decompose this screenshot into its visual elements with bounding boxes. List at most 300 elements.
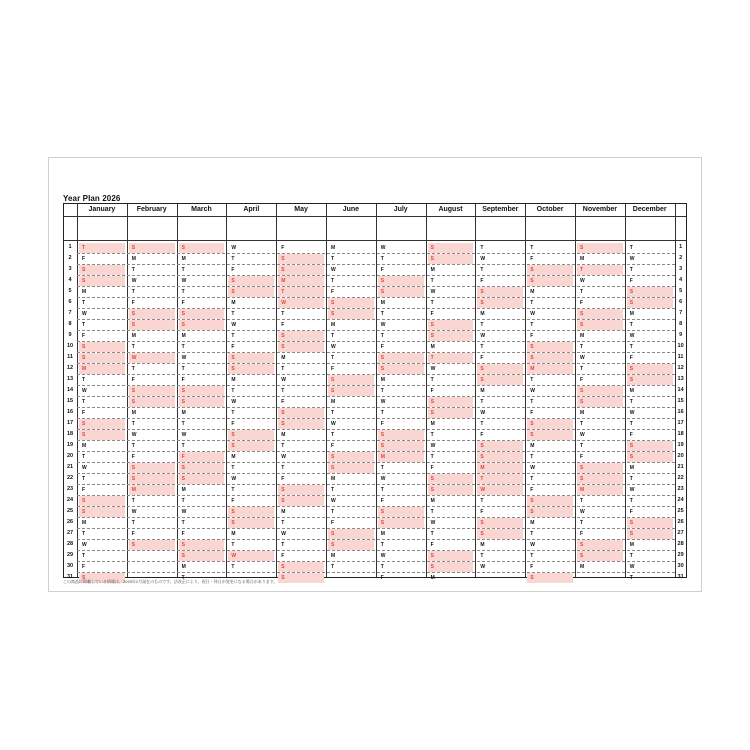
day-cell: F: [131, 299, 135, 306]
day-cell: F: [629, 354, 633, 361]
day-cell: M: [131, 409, 136, 416]
day-cell: F: [231, 343, 235, 350]
day-cell: W: [380, 244, 386, 251]
day-cell: F: [181, 376, 185, 383]
day-cell: M: [181, 409, 186, 416]
day-cell: F: [231, 266, 235, 273]
day-cell: W: [131, 508, 137, 515]
column-divider: [127, 204, 128, 577]
day-number-right: 26: [677, 519, 684, 525]
day-cell: M: [480, 310, 485, 317]
day-cell: S: [129, 320, 175, 330]
day-cell: T: [82, 321, 86, 328]
day-cell: S: [278, 573, 324, 583]
day-cell: F: [530, 409, 534, 416]
day-cell: S: [527, 342, 573, 352]
day-cell: T: [629, 475, 633, 482]
day-cell: S: [577, 386, 623, 396]
day-cell: S: [627, 452, 673, 462]
day-cell: S: [278, 331, 324, 341]
day-cell: S: [577, 309, 623, 319]
day-number-left: 28: [66, 541, 74, 547]
day-number-left: 7: [68, 310, 72, 316]
day-number-right: 27: [677, 530, 684, 536]
day-cell: M: [231, 530, 236, 537]
day-cell: S: [477, 441, 523, 451]
day-cell: S: [228, 364, 274, 374]
day-cell: M: [278, 276, 324, 286]
day-cell: S: [129, 397, 175, 407]
day-cell: S: [328, 463, 374, 473]
day-cell: S: [527, 430, 573, 440]
day-number-left: 20: [66, 453, 74, 459]
day-cell: W: [580, 431, 585, 438]
day-cell: F: [380, 574, 384, 581]
day-number-right: 12: [677, 365, 684, 371]
day-cell: T: [131, 519, 135, 526]
day-cell: W: [380, 552, 386, 559]
day-number-left: 27: [66, 530, 74, 536]
day-cell: S: [79, 507, 125, 517]
column-divider: [625, 204, 626, 577]
day-cell: M: [480, 387, 485, 394]
day-cell: T: [231, 332, 235, 339]
day-number-left: 25: [66, 508, 74, 514]
day-cell: W: [430, 365, 436, 372]
day-number-left: 12: [66, 365, 74, 371]
day-cell: F: [181, 299, 185, 306]
day-number-left: 8: [68, 321, 72, 327]
day-cell: T: [629, 497, 633, 504]
day-cell: F: [380, 420, 384, 427]
day-cell: F: [331, 365, 335, 372]
day-number-left: 30: [66, 563, 74, 569]
day-cell: F: [580, 376, 584, 383]
day-number-left: 18: [66, 431, 74, 437]
day-cell: M: [331, 321, 336, 328]
day-cell: M: [82, 519, 87, 526]
day-number-left: 2: [68, 255, 72, 261]
day-cell: S: [129, 309, 175, 319]
month-header: November: [582, 206, 618, 213]
day-number-right: 29: [677, 552, 684, 558]
day-cell: S: [577, 397, 623, 407]
day-cell: W: [629, 486, 635, 493]
day-cell: W: [82, 310, 87, 317]
day-cell: S: [179, 463, 225, 473]
day-cell: T: [281, 519, 285, 526]
day-cell: T: [131, 288, 135, 295]
day-number-right: 25: [677, 508, 684, 514]
day-cell: F: [380, 343, 384, 350]
day-cell: M: [131, 255, 136, 262]
day-number-left: 11: [67, 354, 73, 360]
day-cell: F: [82, 409, 86, 416]
day-cell: W: [480, 563, 486, 570]
day-cell: F: [281, 398, 285, 405]
day-cell: W: [580, 277, 585, 284]
day-cell: W: [82, 387, 87, 394]
day-number-right: 5: [679, 288, 683, 294]
day-cell: S: [477, 287, 523, 297]
day-cell: T: [82, 398, 86, 405]
day-number-left: 23: [66, 486, 74, 492]
day-cell: W: [629, 409, 635, 416]
day-cell: T: [181, 343, 185, 350]
day-cell: T: [331, 409, 335, 416]
year-calendar-grid: [63, 203, 687, 581]
day-cell: W: [181, 431, 187, 438]
day-cell: S: [527, 265, 573, 275]
day-cell: T: [480, 398, 484, 405]
day-cell: T: [428, 353, 474, 363]
day-number-left: 1: [68, 244, 72, 250]
day-number-right: 28: [677, 541, 684, 547]
day-cell: S: [179, 540, 225, 550]
day-cell: F: [480, 431, 484, 438]
day-cell: T: [480, 321, 484, 328]
day-cell: S: [428, 331, 474, 341]
day-number-right: 3: [679, 266, 683, 272]
column-divider: [575, 204, 576, 577]
day-cell: T: [79, 243, 125, 253]
day-cell: S: [378, 507, 424, 517]
day-number-right: 15: [677, 398, 684, 404]
day-cell: F: [430, 541, 434, 548]
day-cell: T: [82, 299, 86, 306]
day-cell: M: [430, 420, 435, 427]
day-cell: F: [480, 277, 484, 284]
day-cell: W: [629, 563, 635, 570]
day-cell: S: [328, 529, 374, 539]
day-cell: S: [627, 287, 673, 297]
day-cell: S: [627, 529, 673, 539]
day-number-right: 1: [679, 244, 683, 250]
day-cell: M: [281, 431, 286, 438]
day-cell: M: [129, 485, 175, 495]
day-number-right: 19: [677, 442, 684, 448]
day-cell: T: [131, 343, 135, 350]
day-cell: M: [82, 442, 87, 449]
day-cell: M: [527, 364, 573, 374]
day-cell: S: [378, 276, 424, 286]
column-divider: [226, 204, 227, 577]
month-header: April: [243, 206, 260, 213]
day-number-right: 20: [677, 453, 684, 459]
day-cell: T: [331, 563, 335, 570]
day-cell: T: [629, 552, 633, 559]
day-cell: T: [380, 541, 384, 548]
month-header: October: [536, 206, 564, 213]
day-cell: S: [79, 353, 125, 363]
day-cell: F: [181, 530, 185, 537]
day-cell: T: [231, 310, 235, 317]
day-cell: T: [231, 387, 235, 394]
day-number-right: 6: [679, 299, 683, 305]
day-cell: W: [181, 508, 187, 515]
day-cell: W: [629, 332, 635, 339]
day-cell: T: [331, 277, 335, 284]
day-cell: T: [480, 552, 484, 559]
day-number-right: 13: [677, 376, 684, 382]
day-cell: T: [530, 453, 534, 460]
day-cell: M: [231, 453, 236, 460]
day-cell: M: [629, 310, 634, 317]
day-cell: S: [378, 518, 424, 528]
day-cell: S: [129, 386, 175, 396]
day-cell: T: [577, 265, 623, 275]
day-cell: S: [278, 419, 324, 429]
day-cell: F: [281, 321, 285, 328]
day-cell: S: [577, 551, 623, 561]
day-cell: F: [331, 442, 335, 449]
day-cell: S: [428, 408, 474, 418]
day-cell: M: [580, 332, 585, 339]
day-cell: T: [181, 497, 185, 504]
day-cell: T: [380, 409, 384, 416]
day-cell: T: [580, 519, 584, 526]
day-cell: W: [480, 332, 486, 339]
day-cell: T: [629, 266, 633, 273]
day-cell: T: [629, 321, 633, 328]
day-cell: F: [82, 563, 86, 570]
day-cell: S: [228, 518, 274, 528]
day-cell: T: [181, 420, 185, 427]
month-header: May: [294, 206, 308, 213]
day-cell: S: [527, 419, 573, 429]
day-cell: M: [430, 574, 435, 581]
day-cell: W: [231, 321, 237, 328]
day-cell: M: [580, 409, 585, 416]
day-cell: F: [131, 376, 135, 383]
day-cell: T: [430, 277, 434, 284]
day-number-right: 31: [677, 574, 684, 580]
day-number-left: 9: [68, 332, 72, 338]
column-divider: [426, 204, 427, 577]
day-cell: T: [530, 299, 534, 306]
day-cell: S: [278, 485, 324, 495]
day-cell: T: [281, 365, 285, 372]
day-cell: F: [331, 288, 335, 295]
day-cell: T: [480, 420, 484, 427]
month-header: March: [191, 206, 212, 213]
day-cell: W: [331, 343, 336, 350]
day-cell: S: [477, 529, 523, 539]
day-cell: T: [231, 255, 235, 262]
day-cell: T: [380, 486, 384, 493]
day-cell: T: [480, 497, 484, 504]
day-cell: W: [331, 497, 336, 504]
day-cell: S: [428, 397, 474, 407]
day-cell: T: [131, 365, 135, 372]
day-cell: T: [131, 497, 135, 504]
day-cell: T: [477, 474, 523, 484]
day-cell: S: [179, 397, 225, 407]
day-cell: S: [328, 452, 374, 462]
day-cell: F: [629, 431, 633, 438]
day-cell: W: [131, 431, 137, 438]
day-cell: F: [179, 452, 225, 462]
day-cell: M: [181, 563, 186, 570]
day-cell: F: [530, 563, 534, 570]
day-number-left: 19: [66, 442, 74, 448]
day-cell: T: [331, 255, 335, 262]
day-cell: M: [231, 376, 236, 383]
day-cell: T: [430, 530, 434, 537]
day-cell: S: [79, 430, 125, 440]
month-header: January: [88, 206, 116, 213]
month-header: September: [482, 206, 519, 213]
day-cell: W: [231, 244, 237, 251]
day-cell: S: [428, 474, 474, 484]
day-cell: W: [477, 485, 523, 495]
day-cell: M: [430, 266, 435, 273]
day-cell: T: [530, 398, 534, 405]
day-cell: T: [281, 310, 285, 317]
day-cell: F: [430, 464, 434, 471]
column-divider: [326, 204, 327, 577]
day-cell: F: [480, 354, 484, 361]
month-header: December: [632, 206, 667, 213]
day-number-right: 17: [677, 420, 684, 426]
month-header: August: [438, 206, 463, 213]
day-cell: W: [181, 277, 187, 284]
day-cell: S: [79, 419, 125, 429]
day-cell: T: [530, 321, 534, 328]
day-cell: T: [430, 431, 434, 438]
day-cell: S: [527, 507, 573, 517]
day-cell: S: [328, 386, 374, 396]
day-cell: S: [428, 551, 474, 561]
day-cell: S: [228, 430, 274, 440]
day-cell: W: [331, 266, 336, 273]
day-cell: W: [129, 353, 175, 363]
day-cell: S: [79, 265, 125, 275]
day-cell: T: [629, 574, 633, 581]
day-cell: T: [530, 475, 534, 482]
day-cell: T: [82, 376, 86, 383]
day-cell: S: [278, 496, 324, 506]
day-cell: T: [131, 266, 135, 273]
day-cell: S: [428, 254, 474, 264]
day-cell: T: [580, 442, 584, 449]
day-cell: M: [131, 332, 136, 339]
day-cell: S: [477, 452, 523, 462]
day-cell: F: [331, 519, 335, 526]
day-number-left: 22: [66, 475, 74, 481]
column-divider: [525, 204, 526, 577]
day-cell: S: [428, 562, 474, 572]
day-number-left: 31: [66, 574, 74, 580]
day-cell: S: [577, 320, 623, 330]
day-cell: T: [131, 420, 135, 427]
day-cell: S: [228, 276, 274, 286]
day-number-left: 17: [66, 420, 74, 426]
day-cell: T: [331, 354, 335, 361]
day-cell: W: [281, 376, 286, 383]
day-number-right: 14: [677, 387, 684, 393]
day-cell: S: [328, 298, 374, 308]
day-number-left: 4: [68, 277, 72, 283]
day-cell: M: [281, 508, 286, 515]
column-divider: [77, 204, 78, 577]
day-cell: F: [281, 475, 285, 482]
day-cell: T: [231, 464, 235, 471]
day-cell: W: [231, 475, 237, 482]
day-cell: S: [79, 573, 125, 583]
day-cell: W: [131, 277, 137, 284]
day-cell: S: [477, 375, 523, 385]
day-cell: T: [331, 431, 335, 438]
day-cell: F: [580, 453, 584, 460]
day-cell: M: [378, 452, 424, 462]
day-cell: S: [228, 507, 274, 517]
day-cell: W: [82, 464, 87, 471]
day-cell: S: [428, 243, 474, 253]
column-divider: [177, 204, 178, 577]
month-header: February: [136, 206, 167, 213]
day-cell: W: [331, 420, 336, 427]
day-number-left: 5: [68, 288, 72, 294]
day-number-right: 23: [677, 486, 684, 492]
day-cell: M: [530, 288, 535, 295]
day-cell: S: [179, 309, 225, 319]
day-cell: T: [480, 244, 484, 251]
day-number-left: 15: [66, 398, 74, 404]
day-cell: S: [577, 463, 623, 473]
day-cell: T: [530, 244, 534, 251]
day-cell: M: [380, 530, 385, 537]
day-cell: S: [179, 243, 225, 253]
day-cell: T: [629, 343, 633, 350]
day-cell: M: [577, 485, 623, 495]
day-cell: M: [530, 519, 535, 526]
day-cell: F: [82, 332, 86, 339]
day-number-left: 24: [66, 497, 74, 503]
day-cell: F: [629, 277, 633, 284]
day-cell: F: [231, 420, 235, 427]
day-cell: S: [428, 320, 474, 330]
day-cell: T: [530, 530, 534, 537]
day-number-right: 24: [677, 497, 684, 503]
footnote: この商品に掲載している情報は、2025年2月現在のものです。法改正により、祝日・休日が変更になる場合があります。: [63, 579, 278, 584]
day-cell: M: [331, 552, 336, 559]
day-cell: S: [378, 364, 424, 374]
day-cell: S: [179, 551, 225, 561]
day-cell: W: [530, 541, 535, 548]
day-cell: M: [331, 475, 336, 482]
day-cell: T: [380, 563, 384, 570]
day-cell: T: [281, 541, 285, 548]
day-cell: T: [131, 442, 135, 449]
day-number-left: 14: [66, 387, 74, 393]
day-cell: F: [380, 266, 384, 273]
day-cell: T: [380, 310, 384, 317]
day-cell: T: [380, 387, 384, 394]
day-cell: T: [480, 266, 484, 273]
day-cell: S: [328, 540, 374, 550]
day-cell: W: [430, 519, 436, 526]
day-number-right: 9: [679, 332, 683, 338]
day-cell: F: [580, 530, 584, 537]
day-cell: S: [428, 485, 474, 495]
day-number-right: 8: [679, 321, 683, 327]
day-cell: M: [331, 398, 336, 405]
day-cell: T: [629, 244, 633, 251]
day-cell: W: [181, 354, 187, 361]
day-cell: S: [577, 540, 623, 550]
day-cell: F: [530, 332, 534, 339]
